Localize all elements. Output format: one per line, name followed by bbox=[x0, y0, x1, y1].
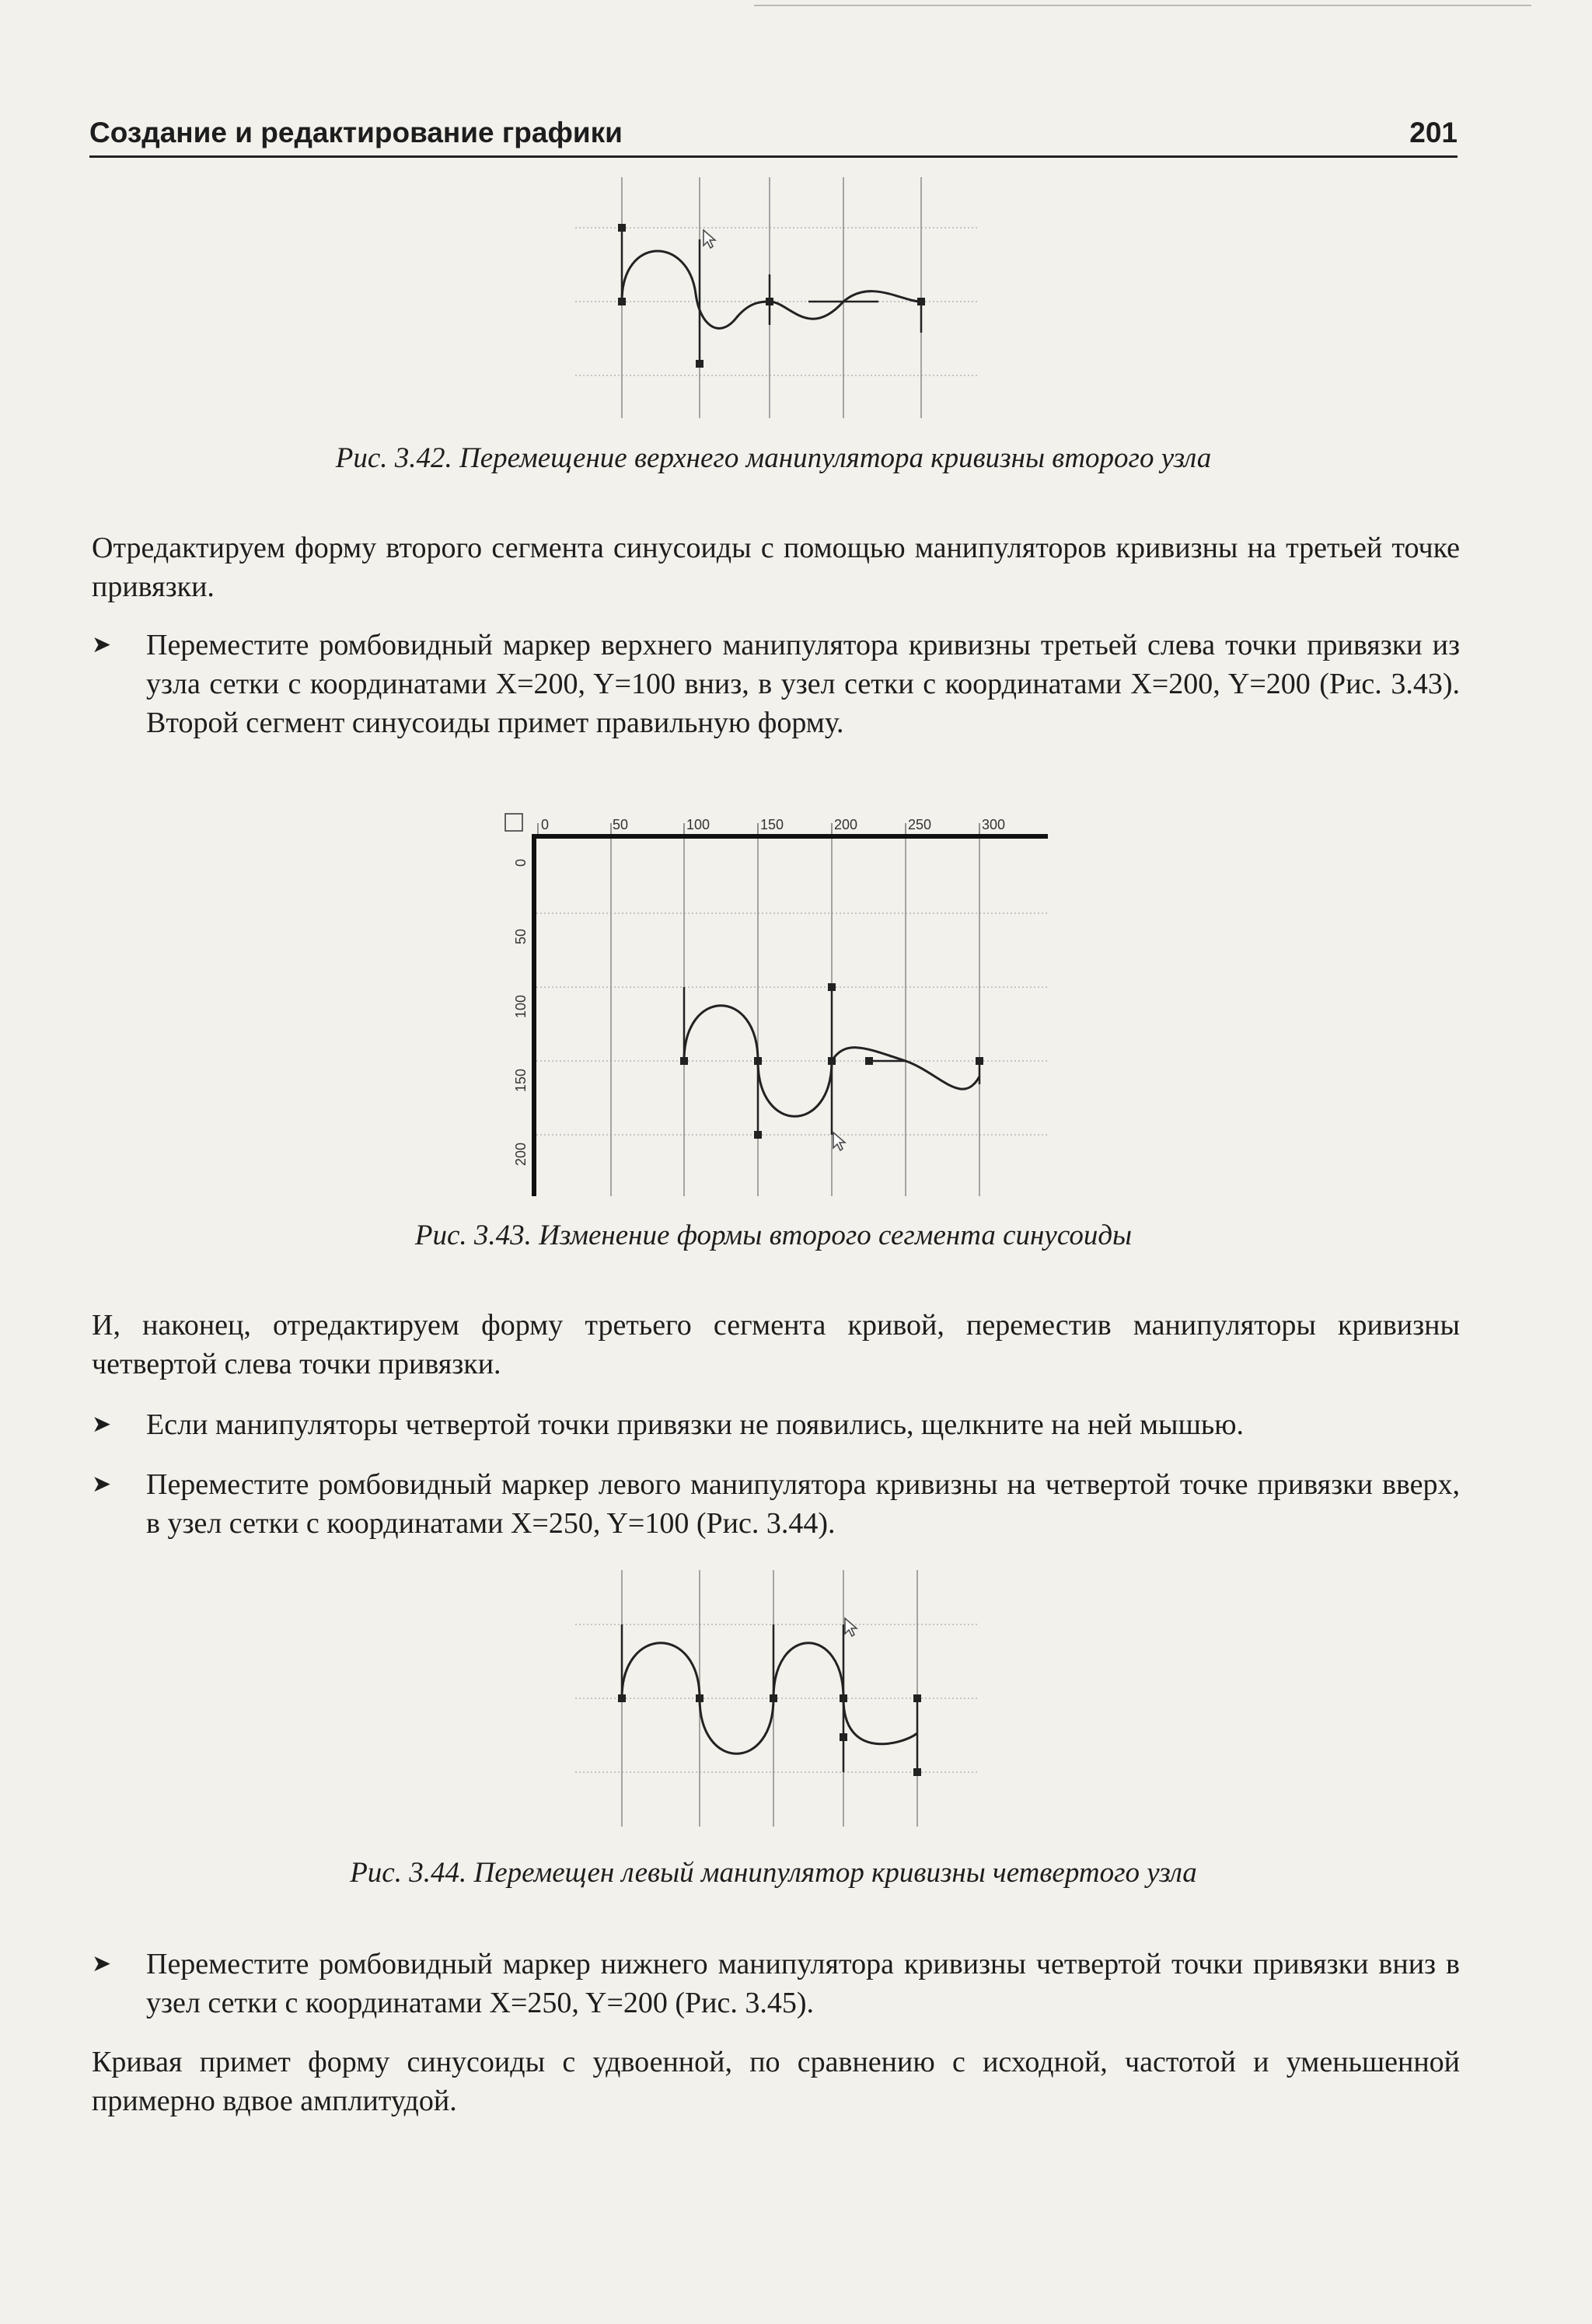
bullet-item-2-text: Если манипуляторы четвертой точки привязки не появились, щелкните на ней мышью. bbox=[146, 1408, 1245, 1441]
paragraph-2: И, наконец, отредактируем форму третьего сегмента кривой, переместив манипуляторы кривизны четвертой слева точки привязки. bbox=[92, 1309, 1460, 1380]
paragraph-3: Кривая примет форму синусоиды с удвоенной, по сравнению с исходной, частотой и уменьшенной примерно вдвое амплитудой. bbox=[92, 2046, 1460, 2117]
figure-3-44-caption: Рис. 3.44. Перемещен левый манипулятор кривизны четвертого узла bbox=[350, 1857, 1197, 1889]
grid bbox=[536, 913, 1048, 1135]
ruler-y-label-0: 0 bbox=[513, 858, 529, 867]
page-number: 201 bbox=[1409, 117, 1458, 148]
ruler-x-label-50: 50 bbox=[613, 817, 629, 832]
bullet-arrow-icon: ➤ bbox=[92, 1950, 112, 1977]
bullet-item-4-text: Переместите ромбовидный маркер нижнего манипулятора кривизны четвертой точки привязки вниз в узел сетки с координатами X=250, Y=200 (Рис. 3.45). bbox=[146, 1948, 1460, 2019]
figure-3-44 bbox=[575, 1570, 995, 1834]
paragraph-1: Отредактируем форму второго сегмента синусоиды с помощью манипуляторов кривизны на третьей точке привязки. bbox=[92, 532, 1460, 603]
ruler-corner bbox=[505, 814, 522, 831]
ruler-vertical-bar bbox=[532, 839, 536, 1196]
bullet-item-4 bbox=[92, 1945, 1460, 2030]
curvature-handles[interactable] bbox=[622, 228, 921, 364]
ruler-x-label-150: 150 bbox=[760, 817, 784, 832]
running-header-title: Создание и редактирование графики bbox=[89, 117, 623, 148]
ruler-x-label-200: 200 bbox=[834, 817, 858, 832]
ruler-y-label-150: 150 bbox=[513, 1068, 529, 1092]
ruler-horizontal-bar bbox=[532, 834, 1048, 839]
figure-3-43 bbox=[504, 812, 1048, 1201]
bullet-item-3-text: Переместите ромбовидный маркер левого манипулятора кривизны на четвертой точке привязки вверх, в узел сетки с координатами X=250, Y=100 (Рис. 3.44). bbox=[146, 1468, 1460, 1540]
figure-3-42 bbox=[575, 177, 995, 426]
ruler-y-label-100: 100 bbox=[513, 994, 529, 1018]
bullet-item-1 bbox=[92, 626, 1460, 789]
bezier-curve bbox=[622, 251, 921, 329]
ruler-x-label-100: 100 bbox=[686, 817, 710, 832]
figure-3-42-caption: Рис. 3.42. Перемещение верхнего манипулятора кривизны второго узла bbox=[335, 442, 1212, 474]
bullet-arrow-icon: ➤ bbox=[92, 1411, 112, 1438]
grid-verticals bbox=[611, 839, 979, 1196]
bullet-item-3 bbox=[92, 1465, 1460, 1551]
bullet-item-1-text: Переместите ромбовидный маркер верхнего манипулятора кривизны третьей слева точки привязки из узла сетки с координатами X=200, Y=100 вниз, в узел сетки с координатами X=200, Y=200 (Рис. 3.43). Второй сегмент синусоиды примет правильную форму. bbox=[146, 629, 1460, 739]
ruler-x-label-0: 0 bbox=[541, 817, 550, 832]
top-edge-rule bbox=[754, 5, 1531, 6]
figure-3-43-caption: Рис. 3.43. Изменение формы второго сегмента синусоиды bbox=[414, 1220, 1133, 1251]
bullet-arrow-icon: ➤ bbox=[92, 631, 112, 658]
mouse-pointer-icon bbox=[833, 1132, 845, 1150]
anchor-points[interactable] bbox=[618, 1694, 921, 1776]
anchor-points[interactable] bbox=[618, 224, 925, 368]
ruler-x-label-300: 300 bbox=[982, 817, 1006, 832]
bullet-item-2 bbox=[92, 1405, 1460, 1452]
ruler-y-label-50: 50 bbox=[513, 928, 529, 944]
ruler-x-label-250: 250 bbox=[908, 817, 932, 832]
mouse-pointer-icon bbox=[703, 230, 715, 248]
mouse-pointer-icon bbox=[845, 1618, 857, 1636]
bullet-arrow-icon: ➤ bbox=[92, 1471, 112, 1498]
ruler-y-label-200: 200 bbox=[513, 1142, 529, 1166]
running-header bbox=[89, 109, 1458, 158]
ruler-vertical-labels bbox=[513, 859, 529, 1166]
